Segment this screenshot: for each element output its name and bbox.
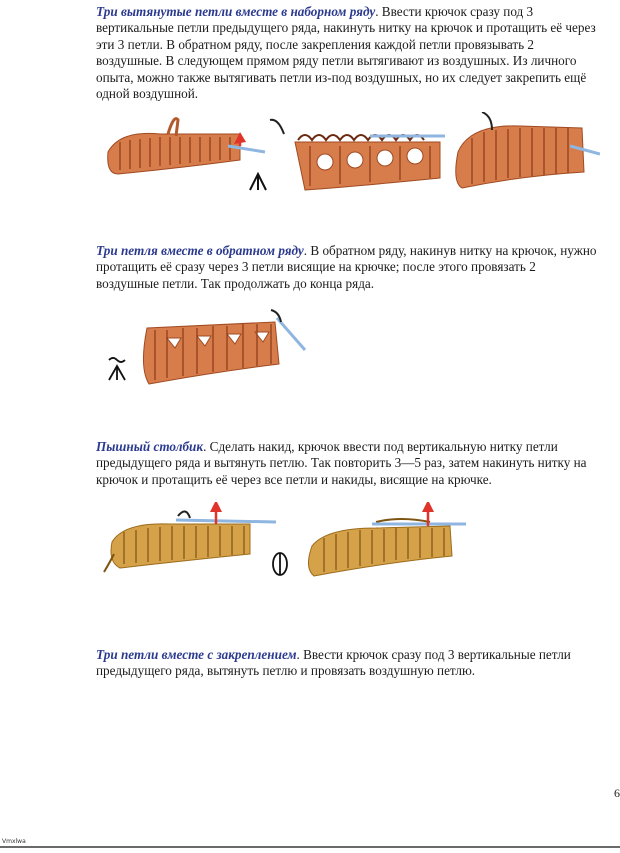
paragraph-three-loops-return-row <box>96 243 601 292</box>
crochet-swatch-6 <box>308 502 466 576</box>
paragraph-text: . В обратном ряду, накинув нитку на крючок, нужно протащить её сразу через 3 петли висящие на крючке; после этого провязать 2 воздушные петли. Так продолжать до конца ряда. <box>96 243 597 291</box>
term-heading: Три вытянутые петли вместе в наборном ряду <box>96 4 376 19</box>
crochet-swatch-5 <box>104 502 276 572</box>
paragraph-text: . Ввести крючок сразу под 3 вертикальные петли предыдущего ряда, накинуть нитку на крючок и протащить её через эти 3 петли. В обратном ряду, после закрепления каждой петли провязывать 2 воздушные. В следующем прямом ряду петли вытягивают из воздушных. Из личного опыта, можно также вытягивать петли из-под воздушных, но их следует закрепить ещё одной воздушной. <box>96 4 596 102</box>
crochet-swatch-3 <box>456 112 600 188</box>
paragraph-text: . Сделать накид, крючок ввести под вертикальную нитку петли предыдущего ряда и вытянуть петлю. Так повторить 3—5 раз, затем накинуть нитку на крючок и протащить её через все петли и накиды, висящие на крючке. <box>96 439 587 487</box>
paragraph-three-loops-with-fastening <box>96 647 601 680</box>
bottom-rule <box>0 846 620 848</box>
illustration-row-1 <box>100 112 600 202</box>
crochet-swatch-4 <box>143 310 305 384</box>
term-heading: Пышный столбик <box>96 439 204 454</box>
scan-watermark: Vmxlwa <box>2 838 26 845</box>
three-loops-together-return-row-symbol <box>109 358 125 380</box>
term-heading: Три петля вместе в обратном ряду <box>96 243 304 258</box>
illustration-row-2 <box>105 308 315 388</box>
crochet-swatch-2 <box>270 120 445 190</box>
crochet-swatch-1 <box>108 119 265 174</box>
puff-stitch-symbol <box>273 553 287 575</box>
illustration-row-3 <box>100 502 480 586</box>
term-heading: Три петли вместе с закреплением <box>96 647 297 662</box>
paragraph-puff-stitch <box>96 439 601 488</box>
paragraph-three-pulled-loops <box>96 4 601 102</box>
three-loops-together-symbol <box>250 174 266 190</box>
page-number: 6 <box>614 786 620 800</box>
paragraph-text: . Ввести крючок сразу под 3 вертикальные петли предыдущего ряда, вытянуть петлю и провязать воздушную петлю. <box>96 647 571 679</box>
